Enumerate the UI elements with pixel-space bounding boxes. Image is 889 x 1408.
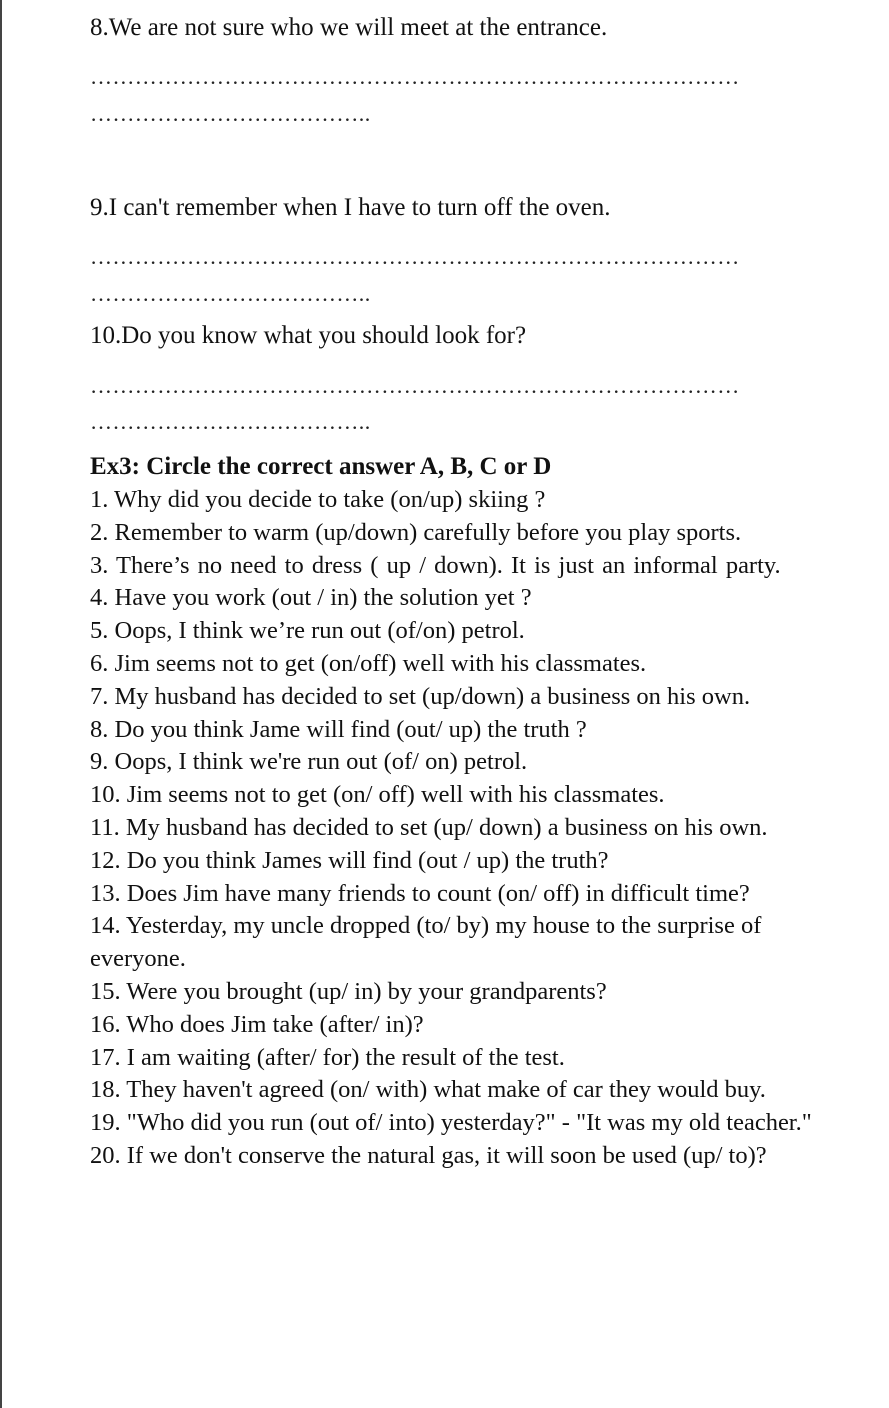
answer-line-10a: …………………………………………………………………………… [90, 373, 740, 398]
ex3-item-6: 6. Jim seems not to get (on/off) well with his classmates. [90, 649, 647, 677]
answer-line-9a: …………………………………………………………………………… [90, 244, 740, 269]
answer-line-8b: ……………………………….. [90, 101, 371, 126]
ex3-item-4: 4. Have you work (out / in) the solution yet ? [90, 584, 532, 612]
ex3-item-20: 20. If we don't conserve the natural gas, it will soon be used (up/ to)? [90, 1141, 767, 1169]
ex3-item-10: 10. Jim seems not to get (on/ off) well with his classmates. [90, 781, 665, 809]
left-border-line [0, 0, 2, 1408]
ex3-item-5: 5. Oops, I think we’re run out (of/on) petrol. [90, 617, 525, 645]
ex3-item-7: 7. My husband has decided to set (up/down) a business on his own. [90, 682, 751, 710]
ex3-item-3: 3. There’s no need to dress ( up / down). It is just an informal party. [90, 551, 781, 579]
ex3-item-8: 8. Do you think Jame will find (out/ up) the truth ? [90, 715, 587, 743]
ex3-item-16: 16. Who does Jim take (after/ in)? [90, 1010, 424, 1038]
answer-line-9b: ……………………………….. [90, 281, 371, 306]
answer-line-10b: ……………………………….. [90, 409, 371, 434]
rewrite-sentence-8: 8.We are not sure who we will meet at the entrance. [90, 14, 608, 41]
ex3-item-19: 19. "Who did you run (out of/ into) yesterday?" - "It was my old teacher." [90, 1109, 812, 1137]
ex3-item-17: 17. I am waiting (after/ for) the result of the test. [90, 1043, 565, 1071]
ex3-heading: Ex3: Circle the correct answer A, B, C or D [90, 453, 552, 480]
ex3-item-13: 13. Does Jim have many friends to count (on/ off) in difficult time? [90, 879, 750, 907]
ex3-item-14: 14. Yesterday, my uncle dropped (to/ by) my house to the surprise of everyone. [90, 912, 762, 973]
ex3-item-12: 12. Do you think James will find (out / up) the truth? [90, 846, 609, 874]
answer-line-8a: …………………………………………………………………………… [90, 64, 740, 89]
ex3-item-1: 1. Why did you decide to take (on/up) skiing ? [90, 486, 546, 513]
ex3-item-2: 2. Remember to warm (up/down) carefully before you play sports. [90, 518, 742, 546]
ex3-item-18: 18. They haven't agreed (on/ with) what make of car they would buy. [90, 1076, 766, 1104]
ex3-item-9: 9. Oops, I think we're run out (of/ on) petrol. [90, 748, 528, 776]
ex3-question-list [90, 484, 842, 1173]
rewrite-sentence-10: 10.Do you know what you should look for? [90, 322, 527, 349]
rewrite-sentence-9: 9.I can't remember when I have to turn off the oven. [90, 194, 611, 221]
ex3-item-11: 11. My husband has decided to set (up/ down) a business on his own. [90, 813, 768, 841]
ex3-item-15: 15. Were you brought (up/ in) by your grandparents? [90, 977, 607, 1005]
